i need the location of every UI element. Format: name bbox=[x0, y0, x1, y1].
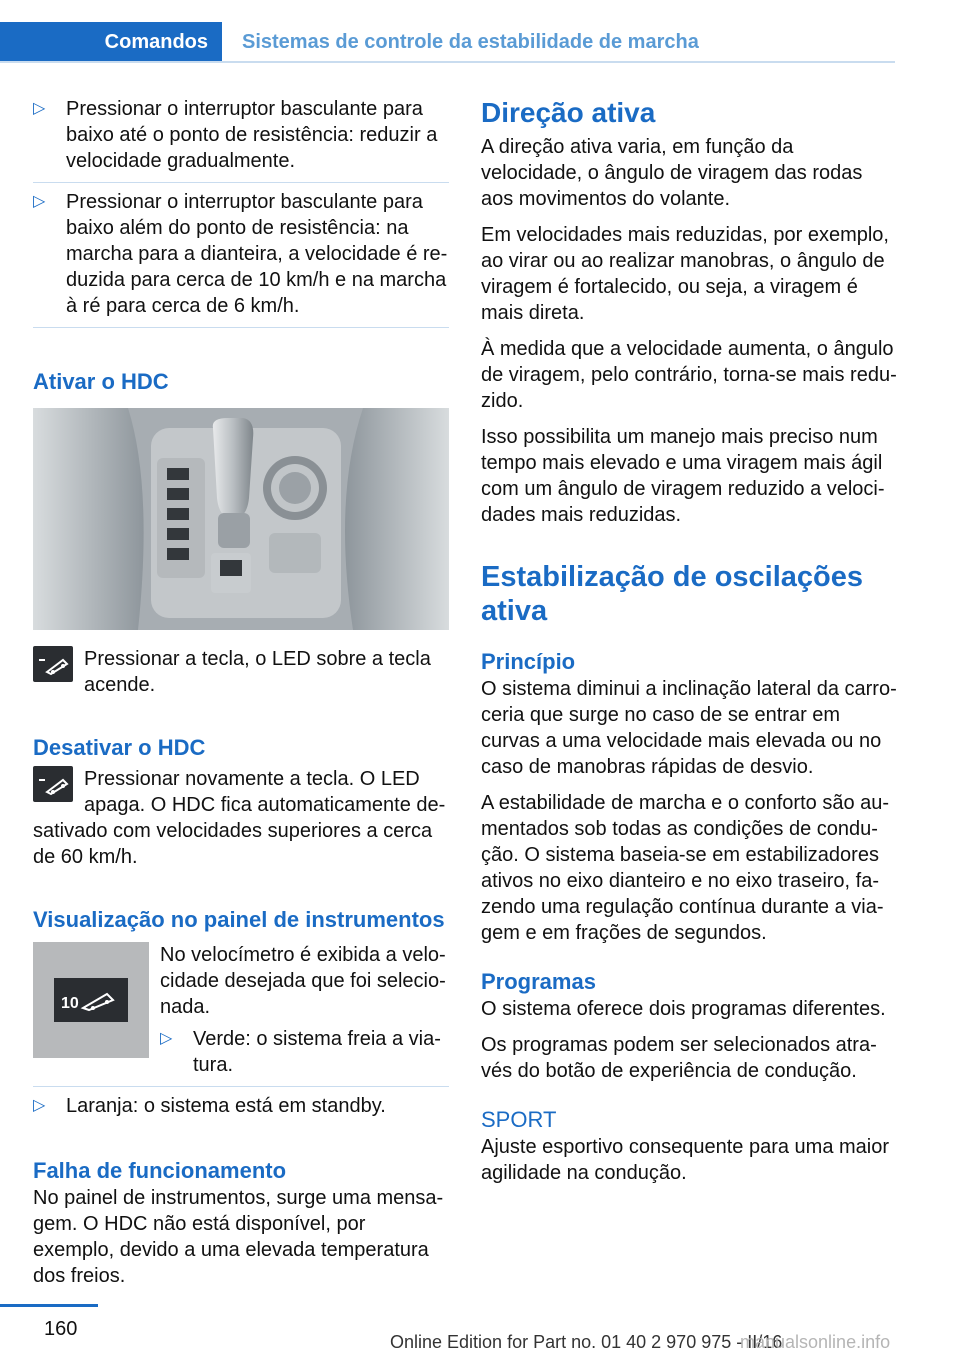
programs-heading: Programas bbox=[481, 969, 596, 994]
divider bbox=[33, 1086, 449, 1087]
section-tab: Comandos bbox=[0, 22, 222, 62]
triangle-right-icon: ▷ bbox=[160, 1030, 173, 1047]
hill-descent-control-icon bbox=[33, 646, 73, 682]
malfunction-text: No painel de instrumentos, surge uma mensagem. O HDC não está disponível, por exemplo, devido a uma elevada temperatura dos freios. bbox=[33, 1187, 444, 1287]
right-column: Direção ativa A direção ativa varia, em função da velocidade, o ângulo de viragem das rodas aos movimentos do volante. Em velocidades mais reduzidas, por exemplo, ao virar ou ao realizar manobras, o ângulo de viragem é fortalecido, ou seja, a viragem é mais direta. À medida que a velocidade aumenta, o ângulo de viragem, pelo contrário, torna-se mais reduzido. Isso possibilita um manejo mais preciso num tempo mais elevado e uma viragem mais ágil com um ângulo de viragem reduzido a velocidades mais reduzidas. Estabilização de oscilações ativa Princípio O sistema diminui a inclinação lateral da carroceria que surge no caso de se entrar em curvas a uma velocidade mais elevada ou no caso de manobras rápidas de desvio. A estabilidade de marcha e o conforto são aumentados sob todas as condições de condução. O sistema baseia-se em estabilizadores ativos no eixo dianteiro e no eixo traseiro, fazendo uma regulação contínua durante a viagem e em frações de segundos. Programas O sistema oferece dois programas diferentes. Os programas podem ser selecionados através do botão de experiência de condução. SPORT Ajuste esportivo consequente para uma maior agilidade na condução. bbox=[481, 96, 899, 1196]
deactivate-instruction: Pressionar novamente a tecla. O LED apaga. O HDC fica automaticamente desativado com velocidades superiores a cerca de 60 km/h. bbox=[33, 768, 446, 868]
activate-heading: Ativar o HDC bbox=[33, 369, 169, 394]
header-rule bbox=[0, 61, 895, 63]
center-console-photo bbox=[33, 408, 449, 630]
triangle-right-icon: ▷ bbox=[33, 100, 46, 117]
footer-rule bbox=[0, 1304, 98, 1307]
activate-instruction: Pressionar a tecla, o LED sobre a tecla acende. bbox=[33, 646, 449, 698]
list-item: ▷ Verde: o sistema freia a viatura. bbox=[160, 1028, 441, 1076]
page-number: 160 bbox=[44, 1318, 78, 1340]
center-console-illustration bbox=[33, 408, 449, 630]
display-section: 10 No velocímetro é exibida a velocidade desejada que foi selecionada. ▷ Verde: o sistema freia a viatura. ▷ Laranja: o sistema está em standby. bbox=[33, 942, 449, 1127]
sport-heading: SPORT bbox=[481, 1107, 557, 1132]
triangle-right-icon: ▷ bbox=[33, 1097, 46, 1114]
active-steering-heading: Direção ativa bbox=[481, 97, 656, 128]
hill-descent-control-icon bbox=[33, 766, 73, 802]
watermark: manualsonline.info bbox=[740, 1332, 891, 1352]
malfunction-heading: Falha de funcionamento bbox=[33, 1158, 287, 1183]
instrument-cluster-image bbox=[33, 942, 149, 1058]
left-column bbox=[33, 96, 449, 1299]
triangle-right-icon: ▷ bbox=[33, 193, 46, 210]
roll-stabilization-heading: Estabilização de oscilações ativa bbox=[481, 561, 864, 627]
page-header bbox=[0, 0, 960, 62]
principle-heading: Princípio bbox=[481, 649, 576, 674]
list-item: ▷ Pressionar o interruptor basculante para baixo além do ponto de resistência: na marcha para a dianteira, a velocidade é reduzida para cerca de 10 km/h e na marcha à ré para cerca de 6 km/h. bbox=[33, 189, 449, 328]
display-speed: 10 bbox=[61, 995, 79, 1012]
display-heading: Visualização no painel de instrumentos bbox=[33, 907, 445, 932]
hdc-display-indicator bbox=[54, 978, 128, 1022]
list-item: ▷ Laranja: o sistema está em standby. bbox=[33, 1095, 386, 1117]
list-item: ▷ Pressionar o interruptor basculante para baixo até o ponto de resistência: reduzir a velocidade gradualmente. bbox=[33, 96, 449, 183]
chapter-title: Sistemas de controle da estabilidade de marcha bbox=[242, 30, 699, 53]
edition-text: Online Edition for Part no. 01 40 2 970 975 - II/16 bbox=[390, 1332, 783, 1352]
deactivate-heading: Desativar o HDC bbox=[33, 735, 206, 760]
